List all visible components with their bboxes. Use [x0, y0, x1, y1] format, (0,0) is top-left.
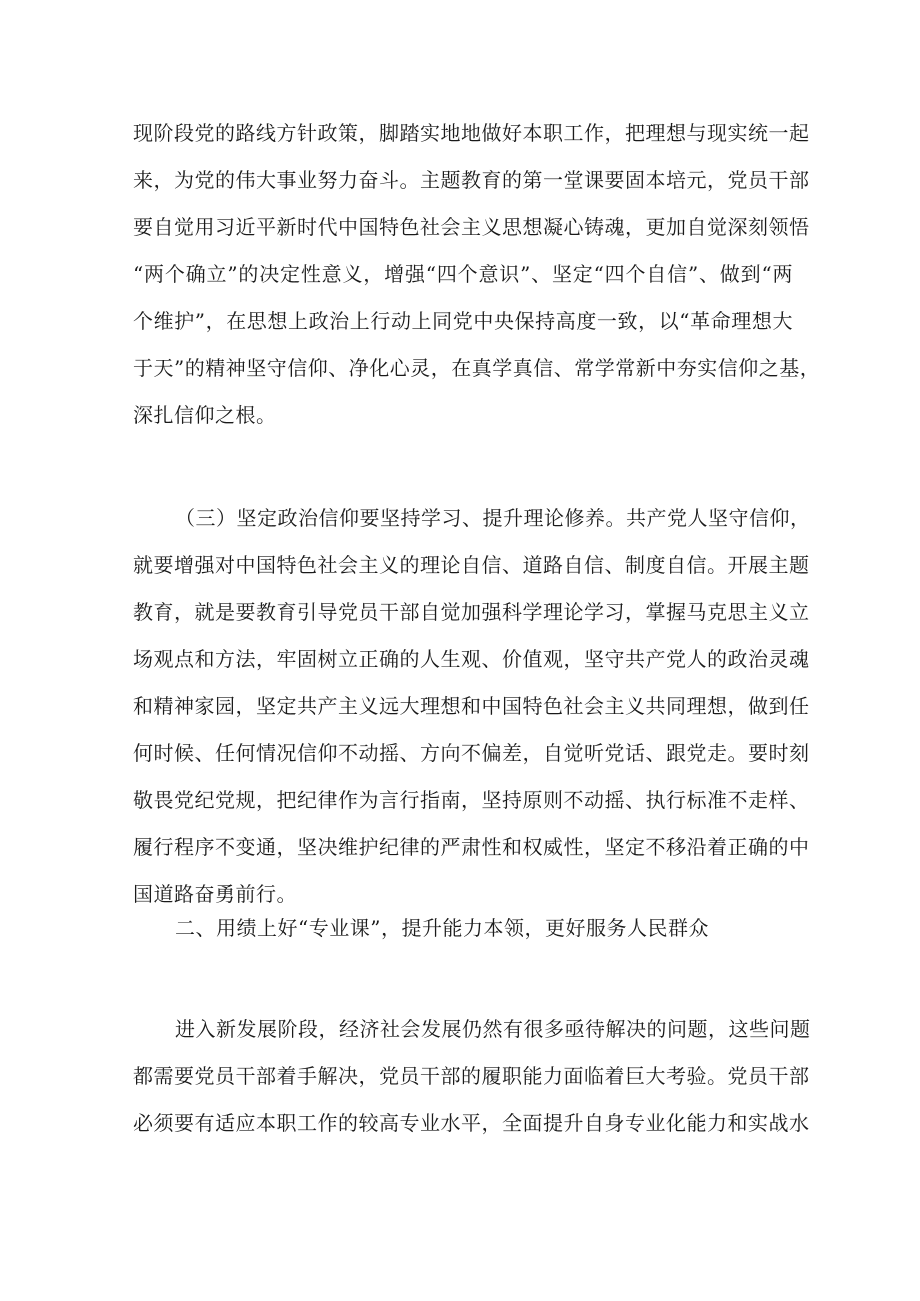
- paragraph-1-line-1: 现阶段党的路线方针政策，脚踏实地地做好本职工作，把理想与现实统一起: [133, 121, 810, 145]
- paragraph-2-line-5: 和精神家园，坚定共产主义远大理想和中国特色社会主义共同理想，做到任: [133, 694, 810, 718]
- section-heading: 二、用绩上好“专业课”，提升能力本领，更好服务人民群众: [175, 916, 709, 940]
- paragraph-3-line-1: 进入新发展阶段，经济社会发展仍然有很多亟待解决的问题，这些问题: [175, 1017, 811, 1041]
- paragraph-1-line-5: 个维护”，在思想上政治上行动上同党中央保持高度一致，以“革命理想大: [133, 309, 793, 333]
- paragraph-1-line-4: “两个确立”的决定性意义，增强“四个意识”、坚定“四个自信”、做到“两: [133, 262, 793, 286]
- paragraph-2-line-8: 履行程序不变通，坚决维护纪律的严肃性和权威性，坚定不移沿着正确的中: [133, 835, 810, 859]
- paragraph-2-line-1: （三）坚定政治信仰要坚持学习、提升理论修养。共产党人坚守信仰，: [175, 506, 811, 530]
- paragraph-1-line-7: 深扎信仰之根。: [133, 403, 277, 427]
- paragraph-2-line-7: 敬畏党纪党规，把纪律作为言行指南，坚持原则不动摇、执行标准不走样、: [133, 788, 810, 812]
- paragraph-2-line-6: 何时候、任何情况信仰不动摇、方向不偏差，自觉听党话、跟党走。要时刻: [133, 741, 810, 765]
- paragraph-3-line-2: 都需要党员干部着手解决，党员干部的履职能力面临着巨大考验。党员干部: [133, 1064, 810, 1088]
- paragraph-2-line-2: 就要增强对中国特色社会主义的理论自信、道路自信、制度自信。开展主题: [133, 553, 810, 577]
- paragraph-2-line-9: 国道路奋勇前行。: [133, 882, 297, 906]
- paragraph-2-line-3: 教育，就是要教育引导党员干部自觉加强科学理论学习，掌握马克思主义立: [133, 600, 810, 624]
- paragraph-2-line-4: 场观点和方法，牢固树立正确的人生观、价值观，坚守共产党人的政治灵魂: [133, 647, 810, 671]
- paragraph-3-line-3: 必须要有适应本职工作的较高专业水平，全面提升自身专业化能力和实战水: [133, 1111, 810, 1135]
- paragraph-1-line-2: 来，为党的伟大事业努力奋斗。主题教育的第一堂课要固本培元，党员干部: [133, 168, 810, 192]
- paragraph-1-line-3: 要自觉用习近平新时代中国特色社会主义思想凝心铸魂，更加自觉深刻领悟: [133, 215, 810, 239]
- paragraph-1-line-6: 于天”的精神坚守信仰、净化心灵，在真学真信、常学常新中夯实信仰之基，: [133, 356, 821, 380]
